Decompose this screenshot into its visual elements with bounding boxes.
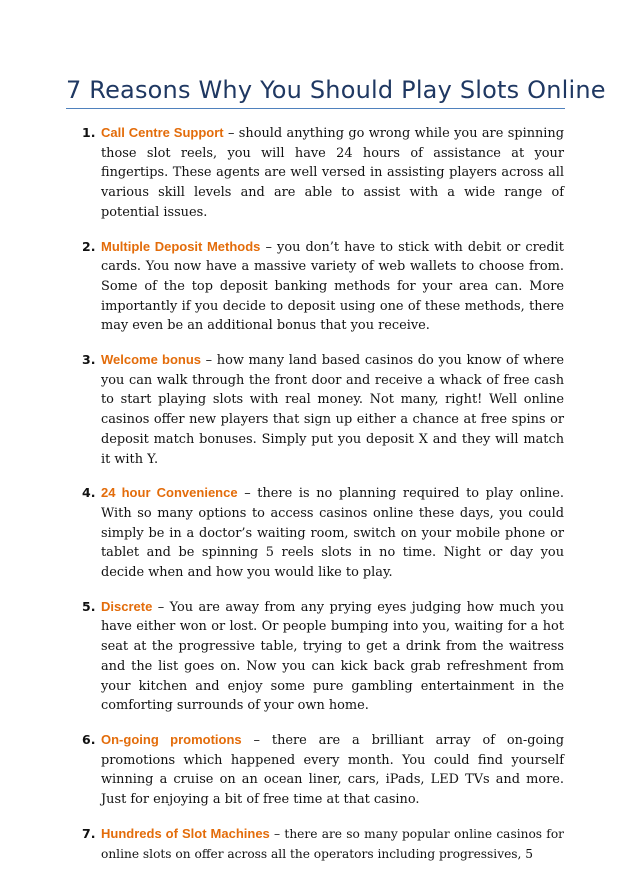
item-number: 7.: [82, 825, 96, 841]
item-heading: Discrete: [101, 598, 153, 614]
list-item: [82, 483, 564, 583]
item-number: 2.: [82, 238, 96, 254]
item-heading: Hundreds of Slot Machines: [101, 825, 270, 841]
item-number: 1.: [82, 125, 96, 140]
item-number: 4.: [82, 485, 96, 501]
item-body: – how many land based casinos do you know of where you can walk through the front door and receive a whack of free cash to start playing slots with real money. Not many, right! Well online casinos offer new players that sign up either a chance at free spins or deposit match bonuses. Simply put you deposit X and they will match it with Y.: [101, 353, 564, 467]
list-item: [82, 350, 564, 469]
item-body: – there are so many popular online casinos for online slots on offer across all the operators including progressives, 5: [101, 826, 564, 861]
page-title: 7 Reasons Why You Should Play Slots Online: [66, 76, 606, 104]
reasons-list: [82, 123, 564, 878]
item-body: – you don’t have to stick with debit or credit cards. You now have a massive variety of web wallets to choose from. Some of the top deposit banking methods for your area can. More importantly if you decide to deposit using one of these methods, there may even be an additional bonus that you receive.: [101, 239, 564, 334]
item-number: 3.: [82, 352, 96, 368]
item-body: – You are away from any prying eyes judging how much you have either won or lost. Or people bumping into you, waiting for a hot seat at the progressive table, trying to get a drink from the waitress and the list goes on. Now you can kick back grab refreshment from your kitchen and enjoy some pure gambling entertainment in the comforting surrounds of your own home.: [101, 599, 564, 714]
list-item: [82, 824, 564, 864]
item-heading: On-going promotions: [101, 731, 242, 747]
item-number: 6.: [82, 731, 96, 747]
title-underline: [66, 108, 565, 109]
item-heading: 24 hour Convenience: [101, 485, 238, 501]
list-item: [82, 597, 564, 716]
item-heading: Call Centre Support: [101, 125, 224, 140]
item-body: – there are a brilliant array of on-going promotions which happened every month. You could find yourself winning a cruise on an ocean liner, cars, iPads, LED TVs and more. Just for enjoying a bit of free time at that casino.: [101, 732, 564, 808]
item-number: 5.: [82, 598, 96, 614]
item-body: – there is no planning required to play online. With so many options to access casinos online these days, you could simply be in a doctor’s waiting room, switch on your mobile phone or tablet and be spinning 5 reels slots in no time. Night or day you decide when and how you would like to play.: [101, 486, 564, 581]
list-item: [82, 730, 564, 810]
list-item: [82, 123, 564, 223]
item-body: – should anything go wrong while you are spinning those slot reels, you will have 24 hours of assistance at your fingertips. These agents are well versed in assisting players across all various skill levels and are able to assist with a wide range of potential issues.: [101, 126, 564, 220]
list-item: [82, 237, 564, 337]
item-heading: Multiple Deposit Methods: [101, 238, 261, 254]
item-heading: Welcome bonus: [101, 352, 202, 368]
